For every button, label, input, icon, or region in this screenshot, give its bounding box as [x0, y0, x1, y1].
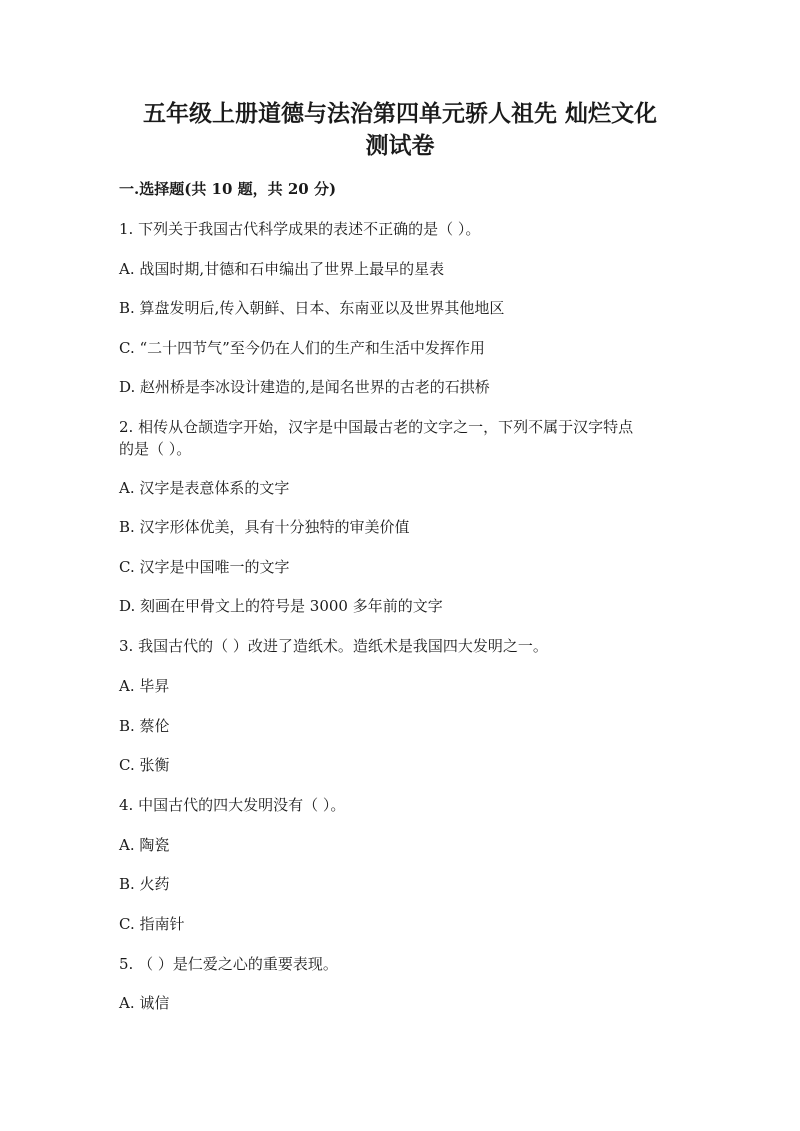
question-4-option-b: B. 火药	[119, 875, 170, 893]
question-3-option-c: C. 张衡	[119, 756, 170, 774]
question-2-stem-line2: 的是（ ）。	[119, 440, 192, 458]
question-2-option-d: D. 刻画在甲骨文上的符号是 3000 多年前的文字	[119, 597, 443, 615]
question-3-option-a: A. 毕昇	[119, 677, 170, 695]
question-5-option-a: A. 诚信	[119, 994, 170, 1012]
question-5-stem: 5. （ ）是仁爱之心的重要表现。	[119, 955, 338, 973]
question-1-option-b: B. 算盘发明后,传入朝鲜、日本、东南亚以及世界其他地区	[119, 299, 505, 317]
question-4-option-a: A. 陶瓷	[119, 836, 170, 854]
question-3-option-b: B. 蔡伦	[119, 717, 170, 735]
question-1-option-a: A. 战国时期,甘德和石申编出了世界上最早的星表	[119, 260, 445, 278]
question-4-option-c: C. 指南针	[119, 915, 185, 933]
question-2-option-a: A. 汉字是表意体系的文字	[119, 479, 290, 497]
question-2-option-b: B. 汉字形体优美，具有十分独特的审美价值	[119, 518, 410, 536]
exam-title-line2: 测试卷	[365, 132, 435, 159]
question-4-stem: 4. 中国古代的四大发明没有（ ）。	[119, 796, 346, 814]
question-3-stem: 3. 我国古代的（ ）改进了造纸术。造纸术是我国四大发明之一。	[119, 637, 548, 655]
question-1-option-c: C. “二十四节气”至今仍在人们的生产和生活中发挥作用	[119, 339, 485, 357]
question-2-stem-line1: 2. 相传从仓颉造字开始，汉字是中国最古老的文字之一，下列不属于汉字特点	[119, 418, 634, 436]
question-2-option-c: C. 汉字是中国唯一的文字	[119, 558, 290, 576]
section-heading: 一.选择题(共 10 题，共 20 分)	[119, 180, 337, 198]
question-1-option-d: D. 赵州桥是李冰设计建造的,是闻名世界的古老的石拱桥	[119, 378, 490, 396]
exam-title-line1: 五年级上册道德与法治第四单元骄人祖先 灿烂文化	[142, 100, 657, 127]
question-1-stem: 1. 下列关于我国古代科学成果的表述不正确的是（ ）。	[119, 220, 481, 238]
